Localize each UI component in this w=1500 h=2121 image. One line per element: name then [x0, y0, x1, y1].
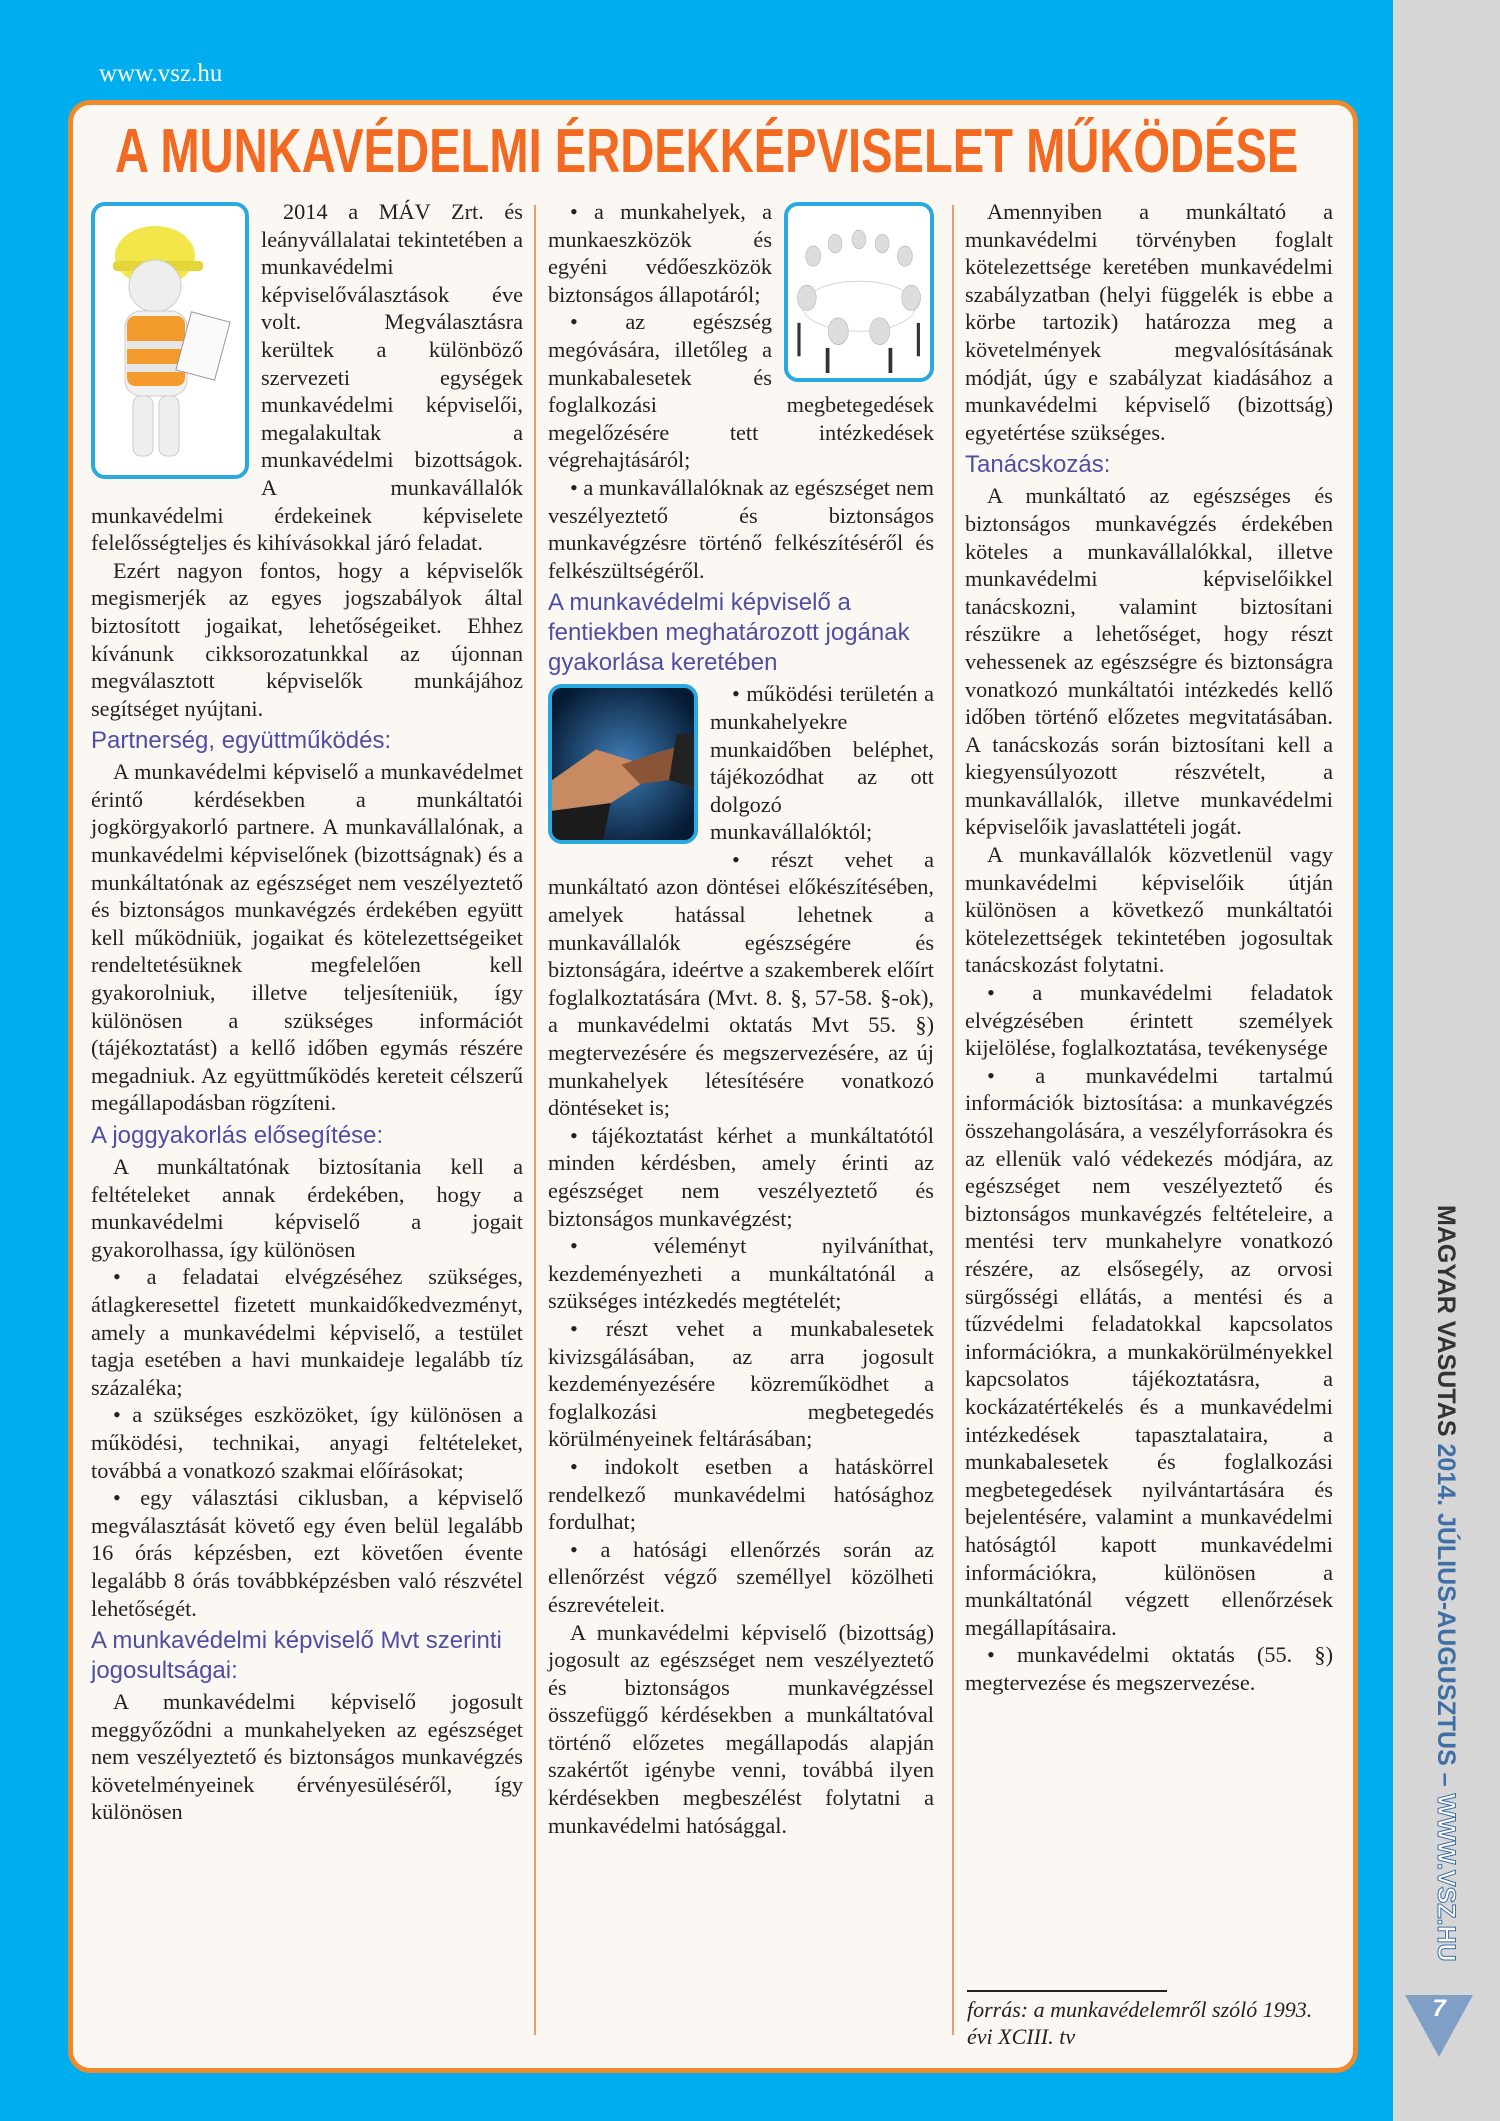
bullet-item: • tájékoztatást kérhet a munkáltatótól minden kérdésben, amely érinti az egészséget nem veszélyeztető és biztonságos munkavégzést;	[548, 1122, 934, 1231]
article-title: A MUNKAVÉDELMI ÉRDEKKÉPVISELET MŰKÖDÉSE	[115, 117, 1299, 186]
paragraph: Ezért nagyon fontos, hogy a képviselők megismerjék az egyes jogszabályok által biztosított jogaikat, lehetőségeiket. Ehhez kívánunk cikksorozatunkkal az újonnan megválasztott képviselők munkájához segítséget nyújtani.	[91, 557, 523, 721]
bullet-item: • a munkavédelmi feladatok elvégzésében érintett személyek kijelölése, foglalkoztatása, tevékenysége	[965, 980, 1333, 1061]
bullet-item: • a hatósági ellenőrzés során az ellenőrzést végző személlyel közölheti észrevételeit.	[548, 1536, 934, 1617]
article-column-3	[965, 198, 1333, 1696]
paragraph: Amennyiben a munkáltató a munkavédelmi törvényben foglalt kötelezettsége keretében munkavédelmi szabályzatban (helyi függelék is ebbe a körbe tartozik) határozza meg a követelmények megvalósításának módját, úgy e szabályzat kiadásához a munkavédelmi képviselő (bizottság) egyetértése szükséges.	[965, 199, 1333, 445]
page-number: 7	[1432, 1995, 1446, 2022]
site-url: www.vsz.hu	[99, 60, 223, 87]
paragraph: A munkáltatónak biztosítania kell a feltételeket annak érdekében, hogy a munkavédelmi képviselő a jogait gyakorolhassa, így különösen	[91, 1154, 523, 1262]
source-note	[967, 1990, 1335, 2050]
publication-name: MAGYAR VASUTAS	[1432, 1205, 1460, 1437]
bullet-item: • a munkahelyek, a munkaeszközök és egyéni védőeszközök biztonságos állapotáról;	[548, 199, 772, 307]
source-rule	[967, 1990, 1167, 1992]
paragraph: 2014 a MÁV Zrt. és leányvállalatai tekintetében a munkavédelmi képviselőválasztások éve volt. Megválasztásra kerültek a különböző szervezeti egységek munkavédelmi képviselői, megalakultak a munkavédelmi bizottságok. A munkavállalók munkavédelmi érdekeinek képviselete felelősségteljes és kihívásokkal járó feladat.	[91, 199, 523, 556]
meeting-image	[784, 202, 934, 382]
article-column-1	[91, 198, 523, 1826]
paragraph: A munkavédelmi képviselő a munkavédelmet érintő kérdésekben a munkáltatói jogkörgyakorló partnere. A munkavállalónak, a munkavédelmi képviselőnek (bizottságnak) és a munkáltatónak az egészséget nem veszélyeztető és biztonságos munkavégzés érdekében együtt kell működniük, jogaikat és kötelezettségeiket rendeltetésüknek megfelelően kell gyakorolniuk, illetve teljesíteniük, így különösen a szükséges információt (tájékoztatást) a kellő időben egymás részére megadniuk. Az együttműködés kereteit célszerű megállapodásban rögzíteni.	[91, 759, 523, 1116]
section-heading: Tanácskozás:	[965, 451, 1111, 479]
publication-banner	[1431, 1205, 1460, 1962]
bullet-item: • működési területén a munkahelyekre munkaidőben beléphet, tájékozódhat az ott dolgozó munkavállalóktól;	[710, 681, 934, 845]
bullet-item: • a szükséges eszközöket, így különösen a működési, technikai, anyagi feltételeket, továbbá a vonatkozó szakmai előírásokat;	[91, 1402, 523, 1483]
safety-worker-image	[91, 202, 249, 479]
bullet-item: • a feladatai elvégzéséhez szükséges, átlagkeresettel fizetett munkaidőkedvezményt, amely a munkavédelmi képviselő, a testület tagja esetében a havi munkaideje legalább tíz százaléka;	[91, 1264, 523, 1400]
column-divider	[952, 205, 954, 2035]
bullet-item: • véleményt nyilváníthat, kezdeményezheti a munkáltatónál a szükséges intézkedés megtételét;	[548, 1233, 934, 1314]
section-heading: A joggyakorlás elősegítése:	[91, 1122, 384, 1149]
website-label: WWW.VSZ.HU	[1432, 1793, 1460, 1962]
bullet-item: • indokolt esetben a hatáskörrel rendelkező munkavédelmi hatósághoz fordulhat;	[548, 1453, 934, 1535]
bullet-item: • részt vehet a munkáltató azon döntései előkészítésében, amelyek hatással lehetnek a munkavállalók egészségére és biztonságára, ideértve a szakemberek előírt foglalkoztatására (Mvt. 8. §, 57-58. §-ok), a munkavédelmi oktatás Mvt 55. §) megtervezésére és megszervezésére, az új munkahelyek létesítésére vonatkozó döntéseket is;	[548, 846, 934, 1121]
section-heading: A munkavédelmi képviselő a fentiekben meghatározott jogának gyakorlása keretében	[548, 589, 910, 677]
article-column-2	[548, 198, 934, 1839]
paragraph: A munkáltató az egészséges és biztonságos munkavégzés érdekében köteles a munkavállalókkal, illetve munkavédelmi képviselőikkel tanácskozni, valamint biztosítani részükre a lehetőséget, hogy részt vehessenek az egészségre és biztonságra vonatkozó munkáltatói intézkedés kellő időben történő előzetes megvitatásában. A tanácskozás során biztosítani kell a kiegyensúlyozott részvételt, a munkavállalók, illetve munkavédelmi képviselőik javaslattételi jogát.	[965, 483, 1333, 840]
source-text: forrás: a munkavédelemről szóló 1993. évi XCIII. tv	[967, 1997, 1313, 2049]
bullet-item: • a munkavédelmi tartalmú információk biztosítása: a munkavégzés összehangolására, a veszélyforrásokra és az ellenük való védekezés módjára, az egészséget nem veszélyeztető és biztonságos munkavégzés feltételeire, a mentési terv munkahelyre vonatkozó részére, az elsősegély, az orvosi sürgősségi ellátás, a mentési és a tűzvédelmi feladatokkal kapcsolatos információkra, a munkakörülményekkel kapcsolatos tájékoztatásra, a kockázatértékelés és a munkavédelmi intézkedések tapasztalataira, a munkabalesetek és foglalkozási megbetegedések nyilvántartására és bejelentésére, valamint a munkavédelmi hatóságtól kapott munkavédelmi információkra, különösen a munkáltatónál végzett ellenőrzések megállapításaira.	[965, 1062, 1333, 1640]
bullet-item: • munkavédelmi oktatás (55. §) megtervezése és megszervezése.	[965, 1642, 1333, 1695]
handshake-image	[548, 684, 698, 844]
bullet-item: • az egészség megóvására, illetőleg a munkabalesetek és foglalkozási megbetegedések megelőzésére tett intézkedések végrehajtásáról;	[548, 309, 934, 473]
section-heading: Partnerség, együttműködés:	[91, 727, 392, 755]
column-divider	[534, 205, 536, 2035]
bullet-item: • a munkavállalóknak az egészséget nem veszélyeztető és biztonságos munkavégzésre történő felkészítéséről és felkészültségéről.	[548, 474, 934, 583]
paragraph: A munkavédelmi képviselő (bizottság) jogosult az egészséget nem veszélyeztető és biztonságos munkavégzéssel összefüggő kérdésekben a munkáltatóval történő előzetes megállapodás alapján szakértőt igénybe venni, továbbá ilyen kérdésekben megbeszélést folytatni a munkavédelmi hatósággal.	[548, 1619, 934, 1838]
paragraph: A munkavállalók közvetlenül vagy munkavédelmi képviselőik útján különösen a következő munkáltatói kötelezettségek tekintetében jogosultak tanácskozást folytatni.	[965, 842, 1333, 978]
issue-date: 2014. JÚLIUS-AUGUSZTUS –	[1432, 1443, 1460, 1787]
bullet-item: • egy választási ciklusban, a képviselő megválasztását követő egy éven belül legalább 16 órás képzésben, ezt követően évente legalább 8 órás továbbképzésben való részvétel lehetőségét.	[91, 1485, 523, 1621]
bullet-item: • részt vehet a munkabalesetek kivizsgálásában, az arra jogosult kezdeményezésére közreműködhet a foglalkozási megbetegedés körülményeinek feltárásában;	[548, 1315, 934, 1452]
section-heading: A munkavédelmi képviselő Mvt szerinti jogosultságai:	[91, 1627, 502, 1685]
paragraph: A munkavédelmi képviselő jogosult meggyőződni a munkahelyeken az egészséget nem veszélyeztető és biztonságos munkavégzés követelményeinek érvényesüléséről, így különösen	[91, 1689, 523, 1825]
